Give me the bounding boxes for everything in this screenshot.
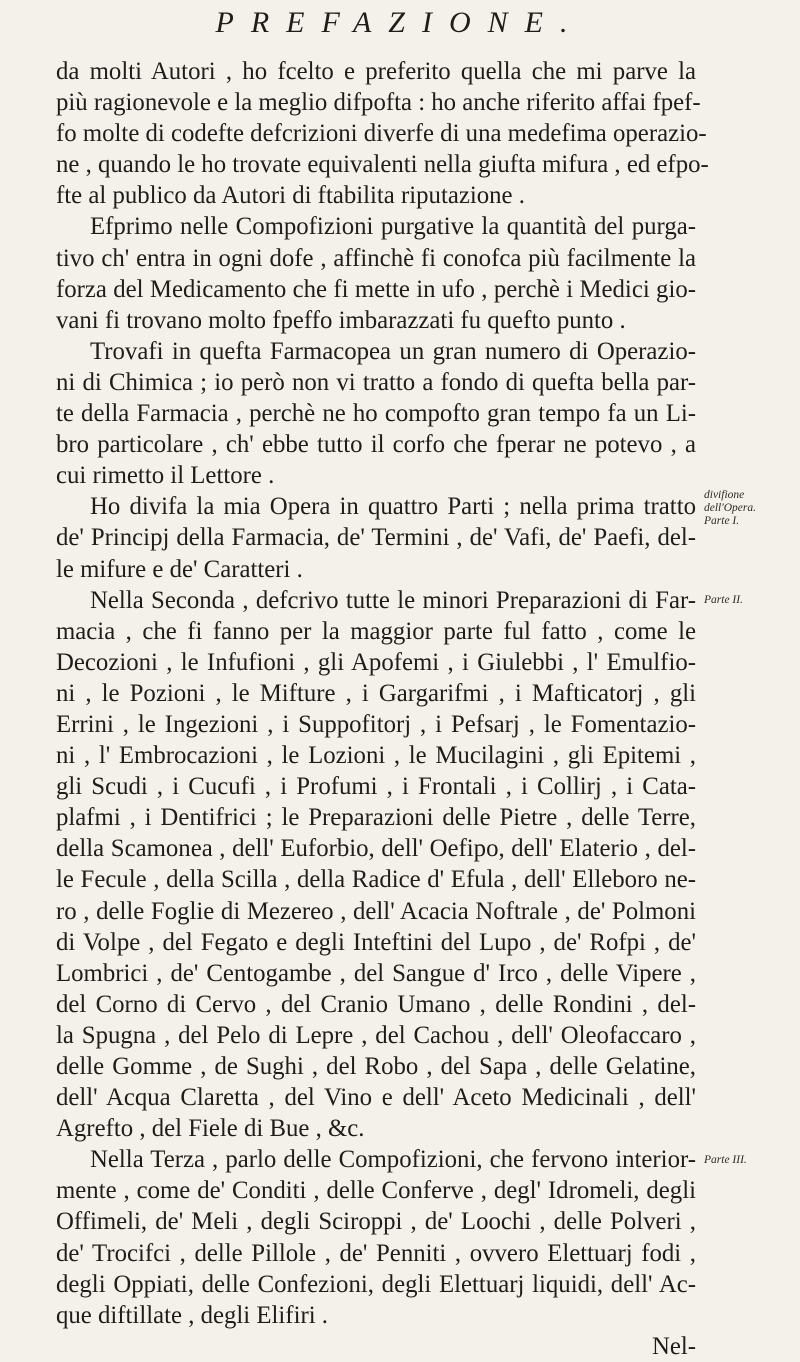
text-line: ro , delle Foglie di Mezereo , dell' Acacia Noftrale , de' Polmoni [56,897,696,925]
text-line: le Fecule , della Scilla , della Radice d' Efula , dell' Elleboro ne- [56,866,696,894]
text-line: vani fi trovano molto fpeffo imbarazzati fu quefto punto . [56,306,626,334]
text-line: tivo ch' entra in ogni dofe , affinchè fi conofca più facilmente la [56,244,696,272]
text-line: Decozioni , le Infufioni , gli Apofemi , i Giulebbi , l' Emulfio- [56,648,696,676]
text-line: Efprimo nelle Compofizioni purgative la quantità del purga- [90,213,696,241]
text-line: Trovafi in quefta Farmacopea un gran numero di Operazio- [90,337,696,365]
running-header: PREFAZIONE. [215,6,585,39]
text-line: più ragionevole e la meglio difpofta : ho anche riferito affai fpef- [56,89,701,117]
margin-note-line: Parte III. [704,1153,747,1166]
text-line: degli Oppiati, delle Confezioni, degli Elettuarj liquidi, dell' Ac- [56,1270,696,1298]
text-line: de' Principj della Farmacia, de' Termini , de' Vafi, de' Paefi, del- [56,524,696,552]
text-line: bro particolare , ch' ebbe tutto il corfo che fperar ne potevo , a [56,431,696,459]
margin-note [704,489,756,528]
text-line: delle Gomme , de Sughi , del Robo , del Sapa , delle Gelatine, [56,1053,696,1080]
body-text [56,56,709,1362]
text-line: ne , quando le ho trovate equivalenti nella giufta mifura , ed efpo- [56,151,709,179]
text-line: ni , le Pozioni , le Mifture , i Gargarifmi , i Mafticatorj , gli [56,679,696,707]
text-line: fo molte di codefte defcrizioni diverfe di una medefima operazio- [56,120,707,148]
text-line: cui rimetto il Lettore . [56,462,275,490]
text-line: dell' Acqua Claretta , del Vino e dell' Aceto Medicinali , dell' [56,1084,696,1112]
margin-note-line: Parte II. [704,593,743,606]
text-line: ni di Chimica ; io però non vi tratto a fondo di quefta bella par- [56,368,696,396]
text-line: Offimeli, de' Meli , degli Sciroppi , de' Loochi , delle Polveri , [56,1208,696,1236]
text-line: que diftillate , degli Elifiri . [56,1301,329,1329]
text-line: della Scamonea , dell' Euforbio, dell' Oefipo, dell' Elaterio , del- [56,835,696,863]
margin-note-line: dell'Opera. [704,502,756,515]
margin-note-line: Parte I. [704,515,740,528]
margin-note-line: divifione [704,489,745,502]
margin-note [704,594,743,607]
text-line: macia , che fi fanno per la maggior parte ful fatto , come le [56,617,696,645]
text-line: gli Scudi , i Cucufi , i Profumi , i Frontali , i Collirj , i Cata- [56,773,696,801]
text-line: di Volpe , del Fegato e degli Inteftini del Lupo , de' Rofpi , de' [56,928,696,956]
text-line: Ho divifa la mia Opera in quattro Parti ; nella prima tratto [90,493,696,521]
text-line: te della Farmacia , perchè ne ho compofto gran tempo fa un Li- [56,400,696,428]
text-line: le mifure e de' Caratteri . [56,555,303,583]
text-line: la Spugna , del Pelo di Lepre , del Cachou , dell' Oleofaccaro , [56,1021,696,1049]
catchword: Nel- [651,1332,696,1360]
text-line: Nella Terza , parlo delle Compofizioni, che fervono interior- [90,1146,696,1174]
text-line: plafmi , i Dentifrici ; le Preparazioni delle Pietre , delle Terre, [56,804,696,832]
text-line: de' Trocifci , delle Pillole , de' Penniti , ovvero Elettuarj fodi , [56,1239,696,1267]
text-line: mente , come de' Conditi , delle Conferve , degl' Idromeli, degli [56,1177,696,1205]
text-line: forza del Medicamento che fi mette in ufo , perchè i Medici gio- [56,275,696,303]
margin-note [704,1154,747,1167]
text-line: del Corno di Cervo , del Cranio Umano , delle Rondini , del- [56,990,696,1018]
text-line: fte al publico da Autori di ftabilita riputazione . [56,182,525,210]
text-line: Lombrici , de' Centogambe , del Sangue d' Irco , delle Vipere , [56,959,696,987]
text-line: Errini , le Ingezioni , i Suppofitorj , i Pefsarj , le Fomentazio- [56,710,696,738]
text-line: Agrefto , del Fiele di Bue , &c. [56,1115,365,1143]
text-line: Nella Seconda , defcrivo tutte le minori Preparazioni di Far- [90,586,696,614]
text-line: da molti Autori , ho fcelto e preferito quella che mi parve la [56,58,696,85]
text-line: ni , l' Embrocazioni , le Lozioni , le Mucilagini , gli Epitemi , [56,742,696,770]
